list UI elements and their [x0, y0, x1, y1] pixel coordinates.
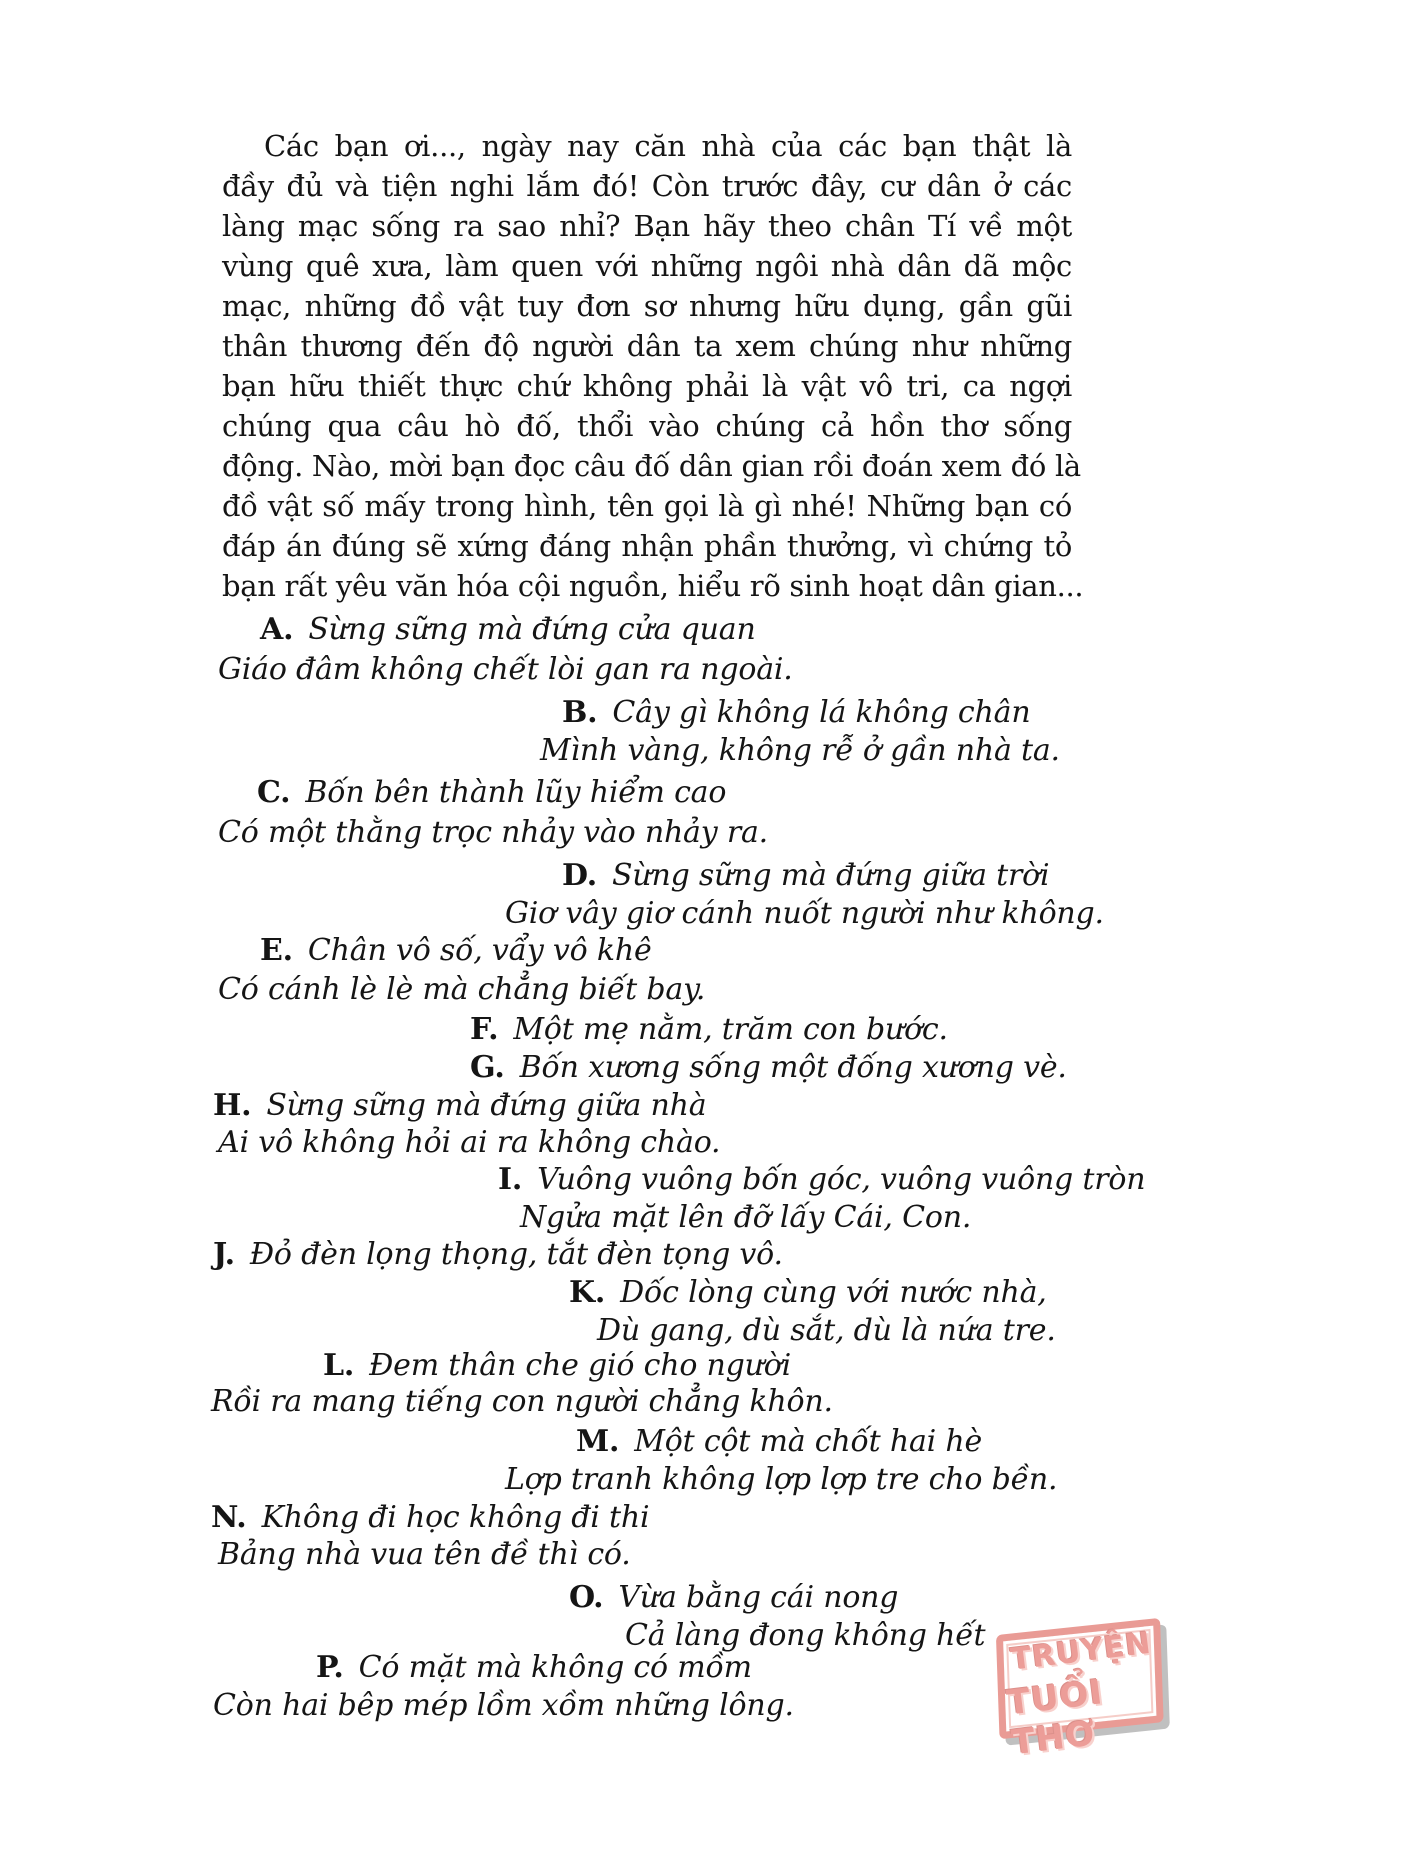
riddle-c-line2: Có một thằng trọc nhảy vào nhảy ra.	[218, 815, 768, 850]
riddle-p-label: P.	[316, 1650, 344, 1685]
riddle-k-text1: Dốc lòng cùng với nước nhà,	[620, 1275, 1047, 1310]
riddle-j-line1	[213, 1237, 783, 1273]
riddle-o-line2: Cả làng đong không hết	[625, 1618, 986, 1653]
riddle-o-line1	[569, 1580, 898, 1616]
intro-line: động. Nào, mời bạn đọc câu đố dân gian rồi đoán xem đó là	[222, 449, 1081, 483]
intro-line: đồ vật số mấy trong hình, tên gọi là gì nhé! Những bạn có	[222, 489, 1072, 523]
riddle-a-text1: Sừng sững mà đứng cửa quan	[308, 612, 756, 647]
riddle-d-label: D.	[562, 858, 597, 893]
intro-line: bạn rất yêu văn hóa cội nguồn, hiểu rõ sinh hoạt dân gian...	[222, 569, 1084, 603]
riddle-b-label: B.	[562, 695, 598, 730]
intro-line: đáp án đúng sẽ xứng đáng nhận phần thưởng, vì chứng tỏ	[222, 529, 1072, 563]
intro-line: đầy đủ và tiện nghi lắm đó! Còn trước đây, cư dân ở các	[222, 169, 1072, 203]
riddle-h-text1: Sừng sững mà đứng giữa nhà	[266, 1088, 707, 1123]
riddle-g-text1: Bốn xương sống một đống xương vè.	[519, 1050, 1067, 1085]
riddle-l-line1	[323, 1348, 791, 1384]
riddle-e-label: E.	[260, 933, 293, 968]
riddle-c-line1	[257, 775, 726, 811]
intro-line: làng mạc sống ra sao nhỉ? Bạn hãy theo chân Tí về một	[222, 209, 1072, 243]
riddle-g-label: G.	[470, 1050, 505, 1085]
riddle-i-label: I.	[498, 1162, 523, 1197]
riddle-a-label: A.	[260, 612, 294, 647]
riddle-n-label: N.	[211, 1500, 247, 1535]
intro-line: bạn hữu thiết thực chứ không phải là vật vô tri, ca ngợi	[222, 369, 1072, 403]
riddle-f-line1	[470, 1012, 948, 1048]
riddle-e-line1	[260, 933, 652, 969]
riddle-f-text1: Một mẹ nằm, trăm con bước.	[513, 1012, 948, 1047]
intro-paragraph	[222, 126, 1084, 606]
riddle-n-text1: Không đi học không đi thi	[261, 1500, 650, 1535]
logo-text-line1: TRUYỆN	[1008, 1625, 1154, 1678]
riddle-o-label: O.	[569, 1580, 604, 1615]
intro-line: mạc, những đồ vật tuy đơn sơ nhưng hữu dụng, gần gũi	[222, 289, 1072, 323]
riddle-g-line1	[470, 1050, 1067, 1086]
riddle-c-text1: Bốn bên thành lũy hiểm cao	[305, 775, 727, 810]
riddle-b-line1	[562, 695, 1030, 731]
riddle-k-line2: Dù gang, dù sắt, dù là nứa tre.	[597, 1313, 1056, 1348]
riddle-h-line2: Ai vô không hỏi ai ra không chào.	[218, 1125, 721, 1160]
riddle-i-line2: Ngửa mặt lên đỡ lấy Cái, Con.	[520, 1200, 972, 1235]
riddle-m-text1: Một cột mà chốt hai hè	[634, 1424, 983, 1459]
riddle-m-line2: Lợp tranh không lợp lợp tre cho bền.	[505, 1462, 1058, 1497]
truyen-tuoi-tho-logo	[992, 1617, 1178, 1764]
riddle-c-label: C.	[257, 775, 291, 810]
riddle-b-text1: Cây gì không lá không chân	[612, 695, 1031, 730]
riddle-a-line1	[260, 612, 756, 648]
riddle-d-line1	[562, 858, 1049, 894]
intro-line: vùng quê xưa, làm quen với những ngôi nhà dân dã mộc	[222, 249, 1072, 283]
riddle-l-line2: Rồi ra mang tiếng con người chẳng khôn.	[211, 1384, 833, 1419]
riddle-j-label: J.	[213, 1237, 235, 1272]
intro-line: chúng qua câu hò đố, thổi vào chúng cả hồn thơ sống	[222, 409, 1072, 443]
riddle-k-line1	[569, 1275, 1047, 1311]
riddle-p-line2: Còn hai bêp mép lồm xồm những lông.	[213, 1688, 794, 1723]
riddle-e-line2: Có cánh lè lè mà chẳng biết bay.	[218, 972, 706, 1007]
riddle-b-line2: Mình vàng, không rễ ở gần nhà ta.	[540, 733, 1060, 768]
riddle-l-label: L.	[323, 1348, 355, 1383]
riddle-m-line1	[576, 1424, 982, 1460]
riddle-l-text1: Đem thân che gió cho người	[369, 1348, 792, 1383]
riddle-d-line2: Giơ vây giơ cánh nuốt người như không.	[505, 896, 1104, 931]
riddle-o-text1: Vừa bằng cái nong	[618, 1580, 899, 1615]
riddle-j-text1: Đỏ đèn lọng thọng, tắt đèn tọng vô.	[249, 1237, 783, 1272]
intro-line: Các bạn ơi..., ngày nay căn nhà của các bạn thật là	[264, 129, 1072, 163]
riddle-f-label: F.	[470, 1012, 499, 1047]
riddle-p-text1: Có mặt mà không có mồm	[358, 1650, 752, 1685]
riddle-p-line1	[316, 1650, 752, 1686]
riddle-a-line2: Giáo đâm không chết lòi gan ra ngoài.	[218, 652, 793, 687]
riddle-m-label: M.	[576, 1424, 620, 1459]
riddle-i-text1: Vuông vuông bốn góc, vuông vuông tròn	[537, 1162, 1146, 1197]
logo-text-line2: TUỔI THƠ	[1004, 1672, 1106, 1764]
riddle-k-label: K.	[569, 1275, 606, 1310]
riddle-n-line2: Bảng nhà vua tên đề thì có.	[218, 1537, 631, 1572]
riddle-e-text1: Chân vô số, vẩy vô khê	[307, 933, 652, 968]
intro-line: thân thương đến độ người dân ta xem chúng như những	[222, 329, 1072, 363]
riddle-d-text1: Sừng sững mà đứng giữa trời	[612, 858, 1050, 893]
riddle-h-line1	[213, 1088, 706, 1124]
riddle-i-line1	[498, 1162, 1145, 1198]
riddle-h-label: H.	[213, 1088, 252, 1123]
riddle-n-line1	[211, 1500, 649, 1536]
